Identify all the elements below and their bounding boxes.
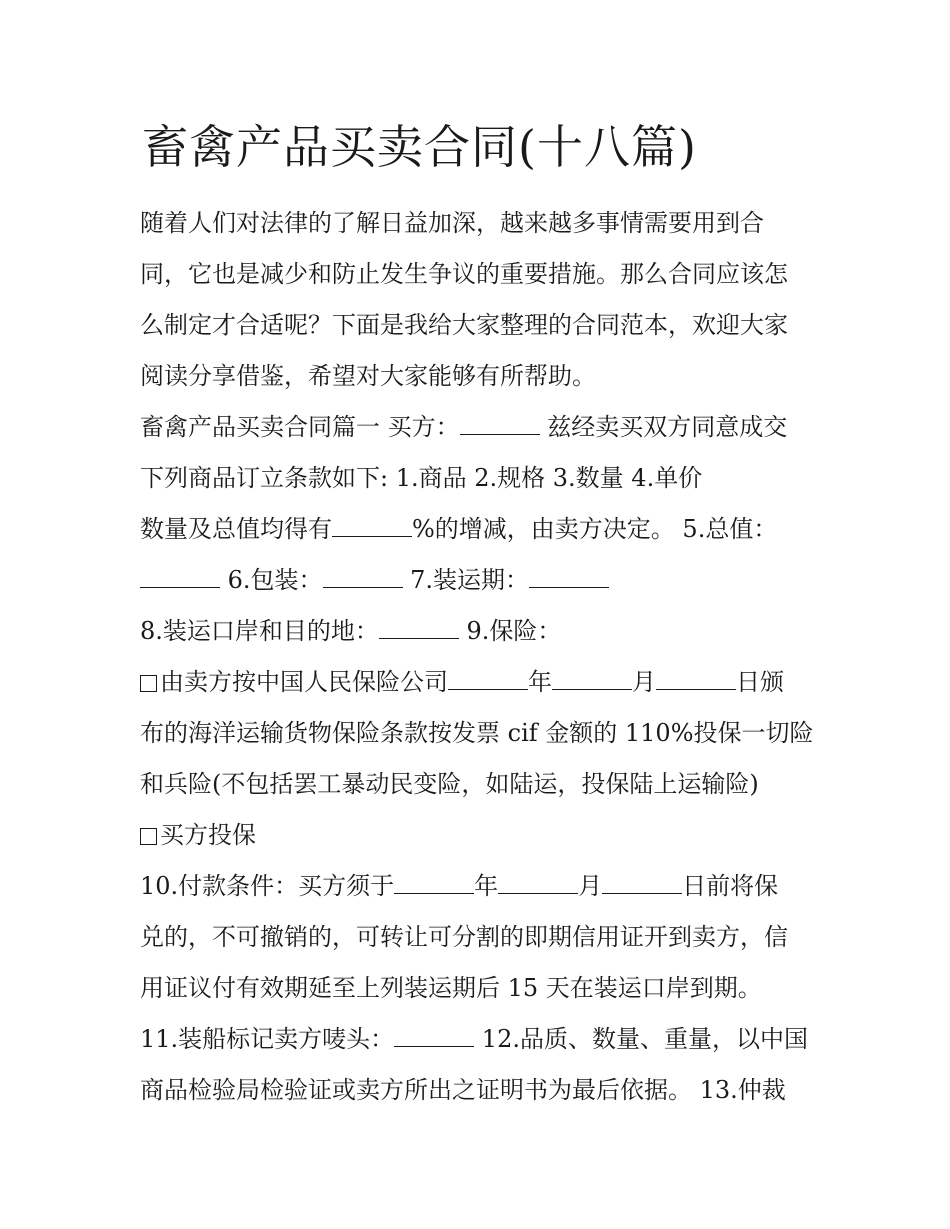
page-title: 畜禽产品买卖合同(十八篇) [142, 120, 697, 174]
text-line [140, 606, 820, 657]
text-line: 和兵险(不包括罢工暴动民变险，如陆运，投保陆上运输险) [140, 770, 759, 798]
text-segment: 11.装船标记卖方唛头： [140, 1025, 395, 1053]
fill-in-blank [602, 871, 682, 894]
text-line: 随着人们对法律的了解日益加深，越来越多事情需要用到合 [140, 209, 764, 237]
fill-in-blank [656, 667, 736, 690]
text-line: 同，它也是减少和防止发生争议的重要措施。那么合同应该怎 [140, 260, 788, 288]
checkbox-icon [140, 675, 157, 692]
text-segment: 月 [578, 872, 603, 900]
text-segment: 8.装运口岸和目的地： [140, 617, 379, 645]
text-line: 布的海洋运输货物保险条款按发票 cif 金额的 110%投保一切险 [140, 719, 814, 747]
text-segment: 由卖方按中国人民保险公司 [160, 668, 448, 696]
fill-in-blank [379, 616, 459, 639]
fill-in-blank [529, 565, 609, 588]
text-line: 下列商品订立条款如下: 1.商品 2.规格 3.数量 4.单价 [140, 464, 703, 492]
text-line [140, 1014, 820, 1065]
text-line [140, 861, 820, 912]
fill-in-blank [140, 565, 220, 588]
text-line: 么制定才合适呢？下面是我给大家整理的合同范本，欢迎大家 [140, 311, 788, 339]
text-segment: 12.品质、数量、重量，以中国 [474, 1025, 808, 1053]
text-line [140, 402, 820, 453]
text-line [140, 810, 820, 861]
text-segment: 月 [632, 668, 656, 696]
text-line: 用证议付有效期延至上列装运期后 15 天在装运口岸到期。 [140, 974, 762, 1002]
text-segment: 9.保险： [458, 617, 562, 645]
fill-in-blank [323, 565, 403, 588]
text-line: 阅读分享借鉴，希望对大家能够有所帮助。 [140, 362, 596, 390]
fill-in-blank [394, 871, 474, 894]
fill-in-blank [448, 667, 528, 690]
text-line [140, 657, 820, 708]
text-line [140, 555, 820, 606]
document-body [140, 198, 820, 1116]
fill-in-blank [332, 514, 412, 537]
text-line: 兑的，不可撤销的，可转让可分割的即期信用证开到卖方，信 [140, 923, 788, 951]
text-segment: 兹经卖买双方同意成交 [539, 413, 788, 441]
text-segment: 日颁 [736, 668, 784, 696]
text-segment: 年 [528, 668, 552, 696]
text-segment: 年 [474, 872, 499, 900]
text-segment: 畜禽产品买卖合同篇一 买方： [140, 413, 460, 441]
fill-in-blank [460, 412, 540, 435]
text-line: 商品检验局检验证或卖方所出之证明书为最后依据。 13.仲裁 [140, 1076, 786, 1104]
fill-in-blank [394, 1024, 474, 1047]
text-line [140, 504, 820, 555]
text-segment: 数量及总值均得有 [140, 515, 332, 543]
text-segment: %的增减，由卖方决定。 5.总值： [412, 515, 778, 543]
text-segment: 6.包装： [220, 566, 323, 594]
fill-in-blank [498, 871, 578, 894]
text-segment: 买方投保 [160, 821, 256, 849]
text-segment: 日前将保 [682, 872, 779, 900]
fill-in-blank [552, 667, 632, 690]
text-segment: 10.付款条件：买方须于 [140, 872, 395, 900]
checkbox-icon [140, 828, 157, 845]
text-segment: 7.装运期： [402, 566, 530, 594]
